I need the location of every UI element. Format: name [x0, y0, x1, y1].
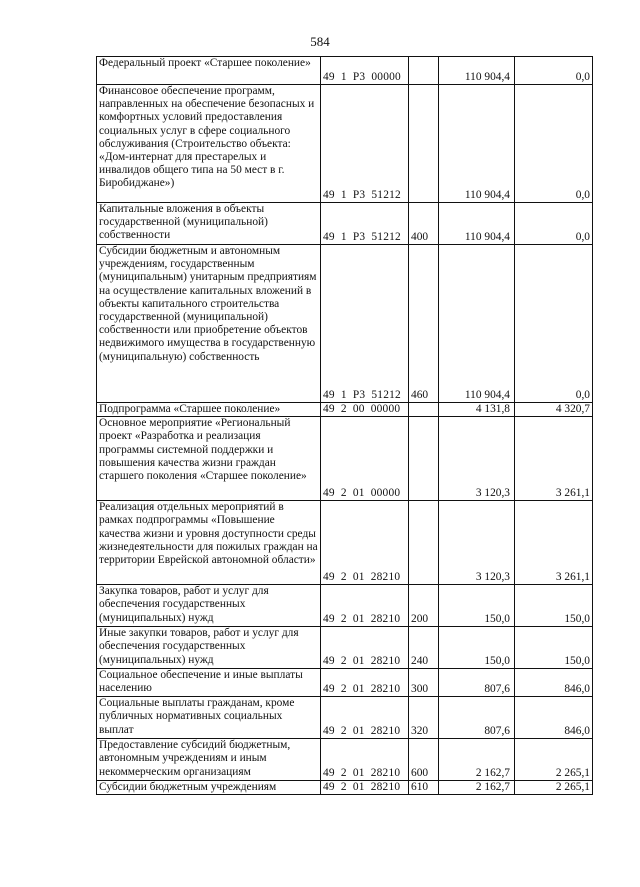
row-code-cell: 49 2 01 28210	[321, 585, 409, 627]
row-name-cell: Реализация отдельных мероприятий в рамках подпрограммы «Повышение качества жизни и уровня доступности среды жизнедеятельности для пожилых граждан на территории Еврейской автономной области»	[97, 501, 321, 585]
row-sum-year1-cell: 807,6	[439, 669, 515, 697]
row-sum-year2-cell: 0,0	[515, 85, 593, 203]
row-name-cell: Иные закупки товаров, работ и услуг для обеспечения государственных (муниципальных) нужд	[97, 627, 321, 669]
row-expense-type-cell: 400	[409, 203, 439, 245]
row-sum-year2-cell: 2 265,1	[515, 739, 593, 781]
row-name-cell: Федеральный проект «Старшее поколение»	[97, 57, 321, 85]
row-expense-type-cell: 300	[409, 669, 439, 697]
row-name-cell: Финансовое обеспечение программ, направленных на обеспечение безопасных и комфортных условий предоставления социальных услуг в сфере социального обслуживания (Строительство объекта: «Дом-интернат для престарелых и инвалидов общего типа на 50 мест в г. Биробиджане»)	[97, 85, 321, 203]
row-sum-year1-cell: 4 131,8	[439, 403, 515, 417]
row-expense-type-cell: 240	[409, 627, 439, 669]
row-expense-type-cell: 610	[409, 781, 439, 795]
row-sum-year2-cell: 4 320,7	[515, 403, 593, 417]
row-code-cell: 49 1 P3 51212	[321, 85, 409, 203]
row-sum-year2-cell: 2 265,1	[515, 781, 593, 795]
row-expense-type-cell	[409, 57, 439, 85]
table-row	[97, 781, 593, 795]
table-body	[97, 57, 593, 795]
row-sum-year2-cell: 3 261,1	[515, 501, 593, 585]
row-sum-year1-cell: 3 120,3	[439, 417, 515, 501]
budget-table	[96, 56, 593, 795]
row-name-cell: Субсидии бюджетным учреждениям	[97, 781, 321, 795]
row-sum-year2-cell: 0,0	[515, 57, 593, 85]
row-code-cell: 49 2 01 28210	[321, 627, 409, 669]
row-name-cell: Субсидии бюджетным и автономным учреждениям, государственным (муниципальным) унитарным предприятиям на осуществление капитальных вложений в объекты капитального строительства государственной (муниципальной) собственности или приобретение объектов недвижимого имущества в государственную (муниципальную) собственность	[97, 245, 321, 403]
table-row	[97, 739, 593, 781]
table-row	[97, 417, 593, 501]
row-expense-type-cell: 600	[409, 739, 439, 781]
row-expense-type-cell	[409, 501, 439, 585]
table-row	[97, 85, 593, 203]
table-row	[97, 57, 593, 85]
table-row	[97, 203, 593, 245]
row-expense-type-cell	[409, 403, 439, 417]
row-name-cell: Закупка товаров, работ и услуг для обеспечения государственных (муниципальных) нужд	[97, 585, 321, 627]
row-sum-year1-cell: 110 904,4	[439, 203, 515, 245]
row-code-cell: 49 2 00 00000	[321, 403, 409, 417]
row-name-cell: Основное мероприятие «Региональный проект «Разработка и реализация программы системной поддержки и повышения качества жизни граждан старшего поколения «Старшее поколение»	[97, 417, 321, 501]
row-sum-year1-cell: 110 904,4	[439, 85, 515, 203]
row-sum-year1-cell: 3 120,3	[439, 501, 515, 585]
row-code-cell: 49 2 01 28210	[321, 669, 409, 697]
row-code-cell: 49 2 01 00000	[321, 417, 409, 501]
row-sum-year2-cell: 0,0	[515, 203, 593, 245]
row-expense-type-cell: 200	[409, 585, 439, 627]
table-row	[97, 245, 593, 403]
row-sum-year2-cell: 3 261,1	[515, 417, 593, 501]
table-row	[97, 669, 593, 697]
table-row	[97, 697, 593, 739]
row-code-cell: 49 1 P3 00000	[321, 57, 409, 85]
table-row	[97, 627, 593, 669]
row-sum-year1-cell: 150,0	[439, 585, 515, 627]
row-code-cell: 49 2 01 28210	[321, 501, 409, 585]
row-sum-year1-cell: 2 162,7	[439, 739, 515, 781]
row-sum-year2-cell: 0,0	[515, 245, 593, 403]
row-expense-type-cell: 460	[409, 245, 439, 403]
row-code-cell: 49 2 01 28210	[321, 781, 409, 795]
row-sum-year1-cell: 2 162,7	[439, 781, 515, 795]
table-row	[97, 585, 593, 627]
row-sum-year1-cell: 807,6	[439, 697, 515, 739]
row-name-cell: Подпрограмма «Старшее поколение»	[97, 403, 321, 417]
table-row	[97, 403, 593, 417]
row-sum-year1-cell: 150,0	[439, 627, 515, 669]
table-row	[97, 501, 593, 585]
row-sum-year2-cell: 846,0	[515, 669, 593, 697]
row-sum-year2-cell: 846,0	[515, 697, 593, 739]
row-code-cell: 49 2 01 28210	[321, 697, 409, 739]
row-expense-type-cell	[409, 85, 439, 203]
row-code-cell: 49 1 P3 51212	[321, 203, 409, 245]
row-sum-year2-cell: 150,0	[515, 627, 593, 669]
row-name-cell: Социальное обеспечение и иные выплаты населению	[97, 669, 321, 697]
row-expense-type-cell: 320	[409, 697, 439, 739]
row-sum-year1-cell: 110 904,4	[439, 245, 515, 403]
row-name-cell: Предоставление субсидий бюджетным, автономным учреждениям и иным некоммерческим организациям	[97, 739, 321, 781]
row-sum-year2-cell: 150,0	[515, 585, 593, 627]
row-code-cell: 49 2 01 28210	[321, 739, 409, 781]
row-code-cell: 49 1 P3 51212	[321, 245, 409, 403]
page-number: 584	[310, 34, 330, 49]
row-expense-type-cell	[409, 417, 439, 501]
row-name-cell: Капитальные вложения в объекты государственной (муниципальной) собственности	[97, 203, 321, 245]
row-sum-year1-cell: 110 904,4	[439, 57, 515, 85]
row-name-cell: Социальные выплаты гражданам, кроме публичных нормативных социальных выплат	[97, 697, 321, 739]
